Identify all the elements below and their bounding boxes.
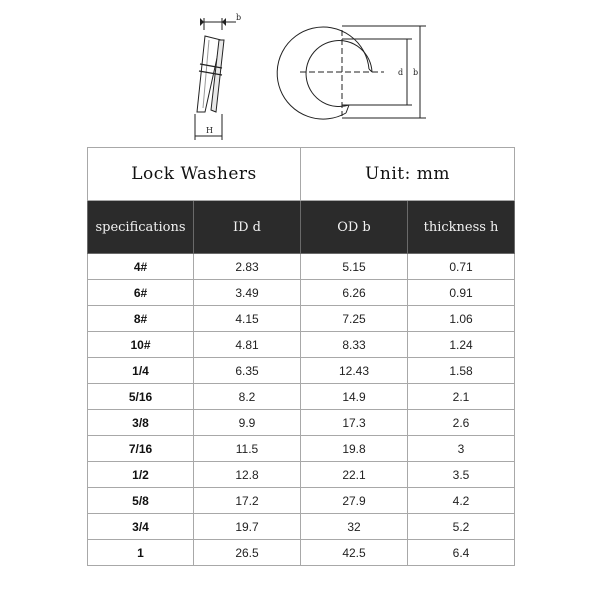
spec-cell: 8# — [88, 306, 194, 332]
id-cell: 3.49 — [194, 280, 301, 306]
id-cell: 11.5 — [194, 436, 301, 462]
spec-cell: 10# — [88, 332, 194, 358]
table-row — [88, 514, 515, 540]
id-cell: 4.81 — [194, 332, 301, 358]
dim-label-d: d — [398, 68, 404, 77]
od-cell: 32 — [301, 514, 408, 540]
thickness-cell: 6.4 — [408, 540, 515, 566]
dim-label-b-top: b — [236, 13, 242, 22]
thickness-cell: 5.2 — [408, 514, 515, 540]
od-cell: 8.33 — [301, 332, 408, 358]
spec-cell: 4# — [88, 254, 194, 280]
table-row — [88, 436, 515, 462]
table-row — [88, 280, 515, 306]
spec-cell: 6# — [88, 280, 194, 306]
thickness-cell: 2.6 — [408, 410, 515, 436]
thickness-cell: 1.24 — [408, 332, 515, 358]
id-cell: 26.5 — [194, 540, 301, 566]
thickness-cell: 1.06 — [408, 306, 515, 332]
thickness-cell: 0.71 — [408, 254, 515, 280]
od-cell: 5.15 — [301, 254, 408, 280]
od-cell: 6.26 — [301, 280, 408, 306]
spec-cell: 7/16 — [88, 436, 194, 462]
table-row — [88, 306, 515, 332]
front-view — [277, 26, 426, 119]
header-row — [88, 201, 515, 254]
table-row — [88, 462, 515, 488]
dim-label-b: b — [413, 68, 419, 77]
col-header-specifications: specifications — [88, 201, 194, 254]
od-cell: 22.1 — [301, 462, 408, 488]
unit-label: Unit: mm — [301, 148, 515, 201]
od-cell: 14.9 — [301, 384, 408, 410]
table-row — [88, 540, 515, 566]
od-cell: 12.43 — [301, 358, 408, 384]
thickness-cell: 3.5 — [408, 462, 515, 488]
lock-washer-spec-table — [87, 147, 515, 566]
id-cell: 4.15 — [194, 306, 301, 332]
thickness-cell: 0.91 — [408, 280, 515, 306]
dim-label-h: H — [206, 126, 213, 135]
spec-cell: 5/8 — [88, 488, 194, 514]
id-cell: 19.7 — [194, 514, 301, 540]
col-header-od: OD b — [301, 201, 408, 254]
od-cell: 27.9 — [301, 488, 408, 514]
table-row — [88, 332, 515, 358]
table-row — [88, 410, 515, 436]
spec-cell: 3/4 — [88, 514, 194, 540]
spec-cell: 3/8 — [88, 410, 194, 436]
id-cell: 12.8 — [194, 462, 301, 488]
col-header-thickness: thickness h — [408, 201, 515, 254]
table-row — [88, 254, 515, 280]
lock-washer-drawing — [0, 0, 600, 148]
thickness-cell: 2.1 — [408, 384, 515, 410]
id-cell: 8.2 — [194, 384, 301, 410]
od-cell: 42.5 — [301, 540, 408, 566]
thickness-cell: 4.2 — [408, 488, 515, 514]
id-cell: 17.2 — [194, 488, 301, 514]
thickness-cell: 3 — [408, 436, 515, 462]
spec-cell: 1/2 — [88, 462, 194, 488]
side-view — [195, 18, 236, 140]
table-row — [88, 488, 515, 514]
table-row — [88, 358, 515, 384]
od-cell: 17.3 — [301, 410, 408, 436]
id-cell: 9.9 — [194, 410, 301, 436]
col-header-id: ID d — [194, 201, 301, 254]
id-cell: 6.35 — [194, 358, 301, 384]
title-row — [88, 148, 515, 201]
od-cell: 7.25 — [301, 306, 408, 332]
spec-cell: 5/16 — [88, 384, 194, 410]
spec-cell: 1/4 — [88, 358, 194, 384]
table-title: Lock Washers — [88, 148, 301, 201]
id-cell: 2.83 — [194, 254, 301, 280]
od-cell: 19.8 — [301, 436, 408, 462]
table-row — [88, 384, 515, 410]
spec-cell: 1 — [88, 540, 194, 566]
thickness-cell: 1.58 — [408, 358, 515, 384]
